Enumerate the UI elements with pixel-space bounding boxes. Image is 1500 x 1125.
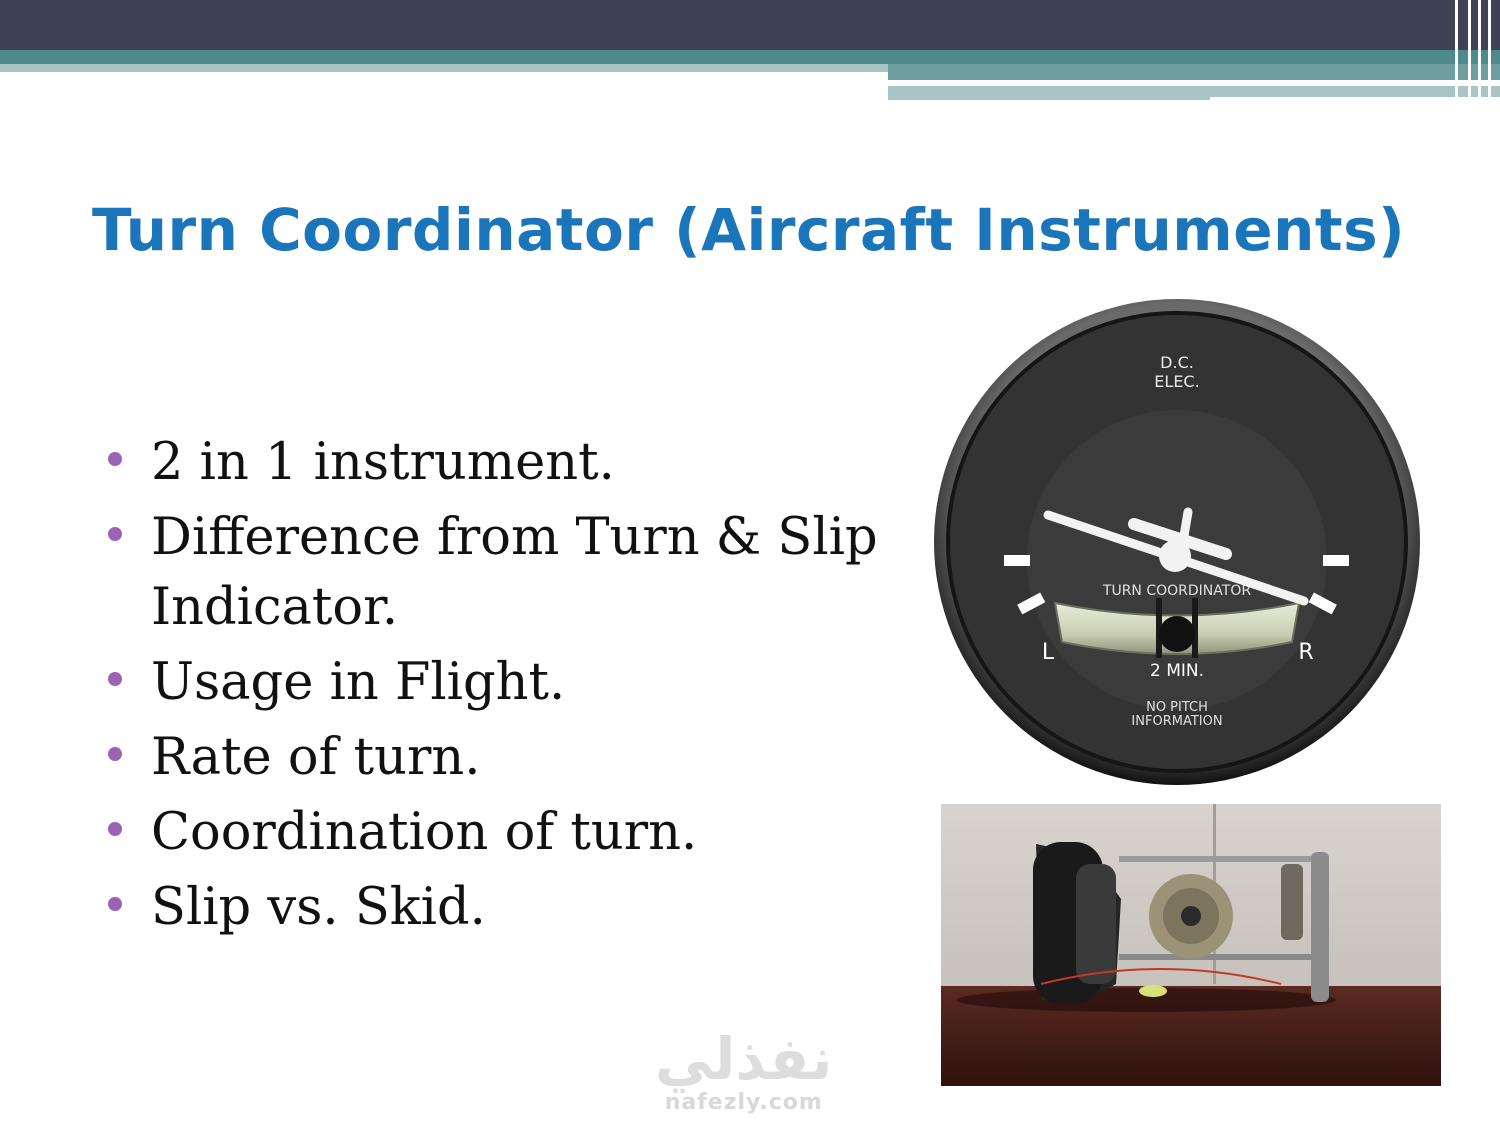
bullet-dot xyxy=(108,747,122,761)
turn-coordinator-gauge xyxy=(930,298,1424,792)
bullet-dot xyxy=(108,672,122,686)
header-vline xyxy=(1468,0,1471,100)
bullet-text: 2 in 1 instrument. xyxy=(151,433,615,492)
header-stripe-light xyxy=(0,64,888,72)
instrument-internals-photo xyxy=(941,804,1441,1086)
bullet-item xyxy=(108,723,898,793)
gauge-label-dc: D.C. xyxy=(1160,353,1194,372)
bullet-dot xyxy=(108,527,122,541)
header-band xyxy=(0,0,1500,50)
bullet-text: Coordination of turn. xyxy=(151,803,698,862)
note-label-1: NO PITCH xyxy=(1146,700,1208,715)
gauge-name-label: TURN COORDINATOR xyxy=(1102,583,1252,599)
bullet-text: Slip vs. Skid. xyxy=(151,878,486,937)
bullet-list xyxy=(108,428,898,948)
watermark-url: nafezly.com xyxy=(664,1090,823,1115)
bullet-item xyxy=(108,873,898,943)
slide-title: Turn Coordinator (Aircraft Instruments) xyxy=(92,196,1406,264)
rate-label: 2 MIN. xyxy=(1149,661,1205,681)
header-vline xyxy=(1455,0,1458,100)
header-line xyxy=(888,80,1388,83)
bullet-text: Rate of turn. xyxy=(151,728,481,787)
left-label: L xyxy=(1041,640,1055,665)
note-label-2: INFORMATION xyxy=(1131,714,1223,729)
header-vline xyxy=(1488,0,1491,100)
bullet-item xyxy=(108,428,898,498)
bullet-dot xyxy=(108,822,122,836)
watermark xyxy=(655,1025,833,1115)
bullet-item xyxy=(108,798,898,868)
header-stripe xyxy=(0,50,1500,64)
bullet-text: Usage in Flight. xyxy=(151,653,566,712)
header-stripe-mid xyxy=(888,64,1500,80)
bullet-dot xyxy=(108,897,122,911)
bullet-item xyxy=(108,503,898,643)
level-mark-left xyxy=(1004,555,1030,566)
right-label: R xyxy=(1298,640,1314,665)
bullet-text: Difference from Turn & Slip Indicator. xyxy=(151,508,878,637)
watermark-logo-text: نفذلي xyxy=(655,1025,833,1093)
gauge-label-elec: ELEC. xyxy=(1154,372,1200,391)
bullet-item xyxy=(108,648,898,718)
level-mark-right xyxy=(1323,555,1349,566)
header-vline xyxy=(1478,0,1481,100)
inclinometer-ball xyxy=(1159,616,1195,652)
bullet-dot xyxy=(108,452,122,466)
